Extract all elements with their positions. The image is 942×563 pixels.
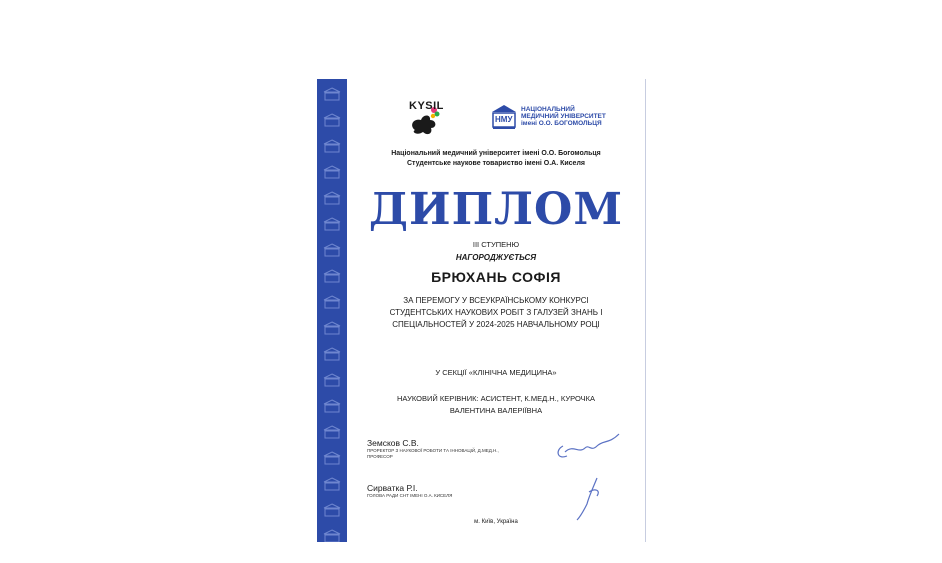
nmu-logo — [491, 104, 611, 132]
awarded-label: НАГОРОДЖУЄТЬСЯ — [455, 253, 537, 262]
band-pattern-icon — [323, 399, 341, 413]
band-pattern-icon — [323, 269, 341, 283]
header-society: Студентське наукове товариство імені О.А. Киселя — [407, 160, 585, 167]
scientific-advisor: НАУКОВИЙ КЕРІВНИК: АСИСТЕНТ, К.МЕД.Н., КУРОЧКА ВАЛЕНТИНА ВАЛЕРІЇВНА — [397, 394, 595, 415]
city-label: м. Київ, Україна — [474, 519, 518, 525]
band-pattern-icon — [323, 321, 341, 335]
band-pattern-icon — [323, 373, 341, 387]
nmu-logo-mark: НМУ — [495, 115, 513, 124]
band-pattern-icon — [323, 87, 341, 101]
signatory-1 — [367, 438, 517, 460]
kysil-logo — [403, 100, 463, 136]
band-pattern-icon — [323, 165, 341, 179]
recipient-name: БРЮХАНЬ СОФІЯ — [431, 269, 561, 285]
nmu-logo-line3: імені О.О. БОГОМОЛЬЦЯ — [521, 120, 602, 127]
header-university: Національний медичний університет імені О.О. Богомольця — [391, 150, 601, 157]
signature-2-image — [567, 474, 607, 522]
signatory-2-name: Сирватка Р.І. — [367, 483, 418, 493]
award-reason: ЗА ПЕРЕМОГУ У ВСЕУКРАЇНСЬКОМУ КОНКУРСІ СТУДЕНТСЬКИХ НАУКОВИХ РОБІТ З ГАЛУЗЕЙ ЗНАНЬ І СПЕЦІАЛЬНОСТЕЙ У 2024-2025 НАВЧАЛЬНОМУ РОЦІ — [389, 296, 603, 329]
diploma-document — [317, 79, 646, 542]
band-pattern-icon — [323, 243, 341, 257]
band-pattern-icon — [323, 191, 341, 205]
band-pattern-icon — [323, 295, 341, 309]
band-pattern-icon — [323, 113, 341, 127]
band-pattern-icon — [323, 477, 341, 491]
nmu-logo-line1: НАЦІОНАЛЬНИЙ — [521, 106, 575, 113]
signatory-1-role: ПРОРЕКТОР З НАУКОВОЇ РОБОТИ ТА ІННОВАЦІЙ, Д.МЕД.Н., ПРОФЕСОР — [367, 448, 499, 459]
signatory-2-role: ГОЛОВА РАДИ СНТ ІМЕНІ О.А. КИСЕЛЯ — [367, 493, 453, 498]
signatory-1-name: Земсков С.В. — [367, 438, 419, 448]
section-label: У СЕКЦІЇ «КЛІНІЧНА МЕДИЦИНА» — [435, 368, 557, 377]
kysil-logo-text: KYSIL — [409, 100, 444, 112]
band-pattern-icon — [323, 503, 341, 517]
signatory-2 — [367, 483, 517, 499]
band-pattern-icon — [323, 451, 341, 465]
diploma-title: ДИПЛОМ — [368, 184, 624, 235]
signature-1-image — [549, 424, 629, 464]
band-pattern-icon — [323, 529, 341, 542]
degree-label: ІІІ СТУПЕНЮ — [472, 240, 520, 249]
decorative-side-band — [317, 79, 347, 542]
band-pattern-icon — [323, 139, 341, 153]
nmu-logo-line2: МЕДИЧНИЙ УНІВЕРСИТЕТ — [521, 113, 606, 120]
band-pattern-icon — [323, 217, 341, 231]
band-pattern-icon — [323, 347, 341, 361]
logo-row — [399, 100, 609, 136]
band-pattern-icon — [323, 425, 341, 439]
